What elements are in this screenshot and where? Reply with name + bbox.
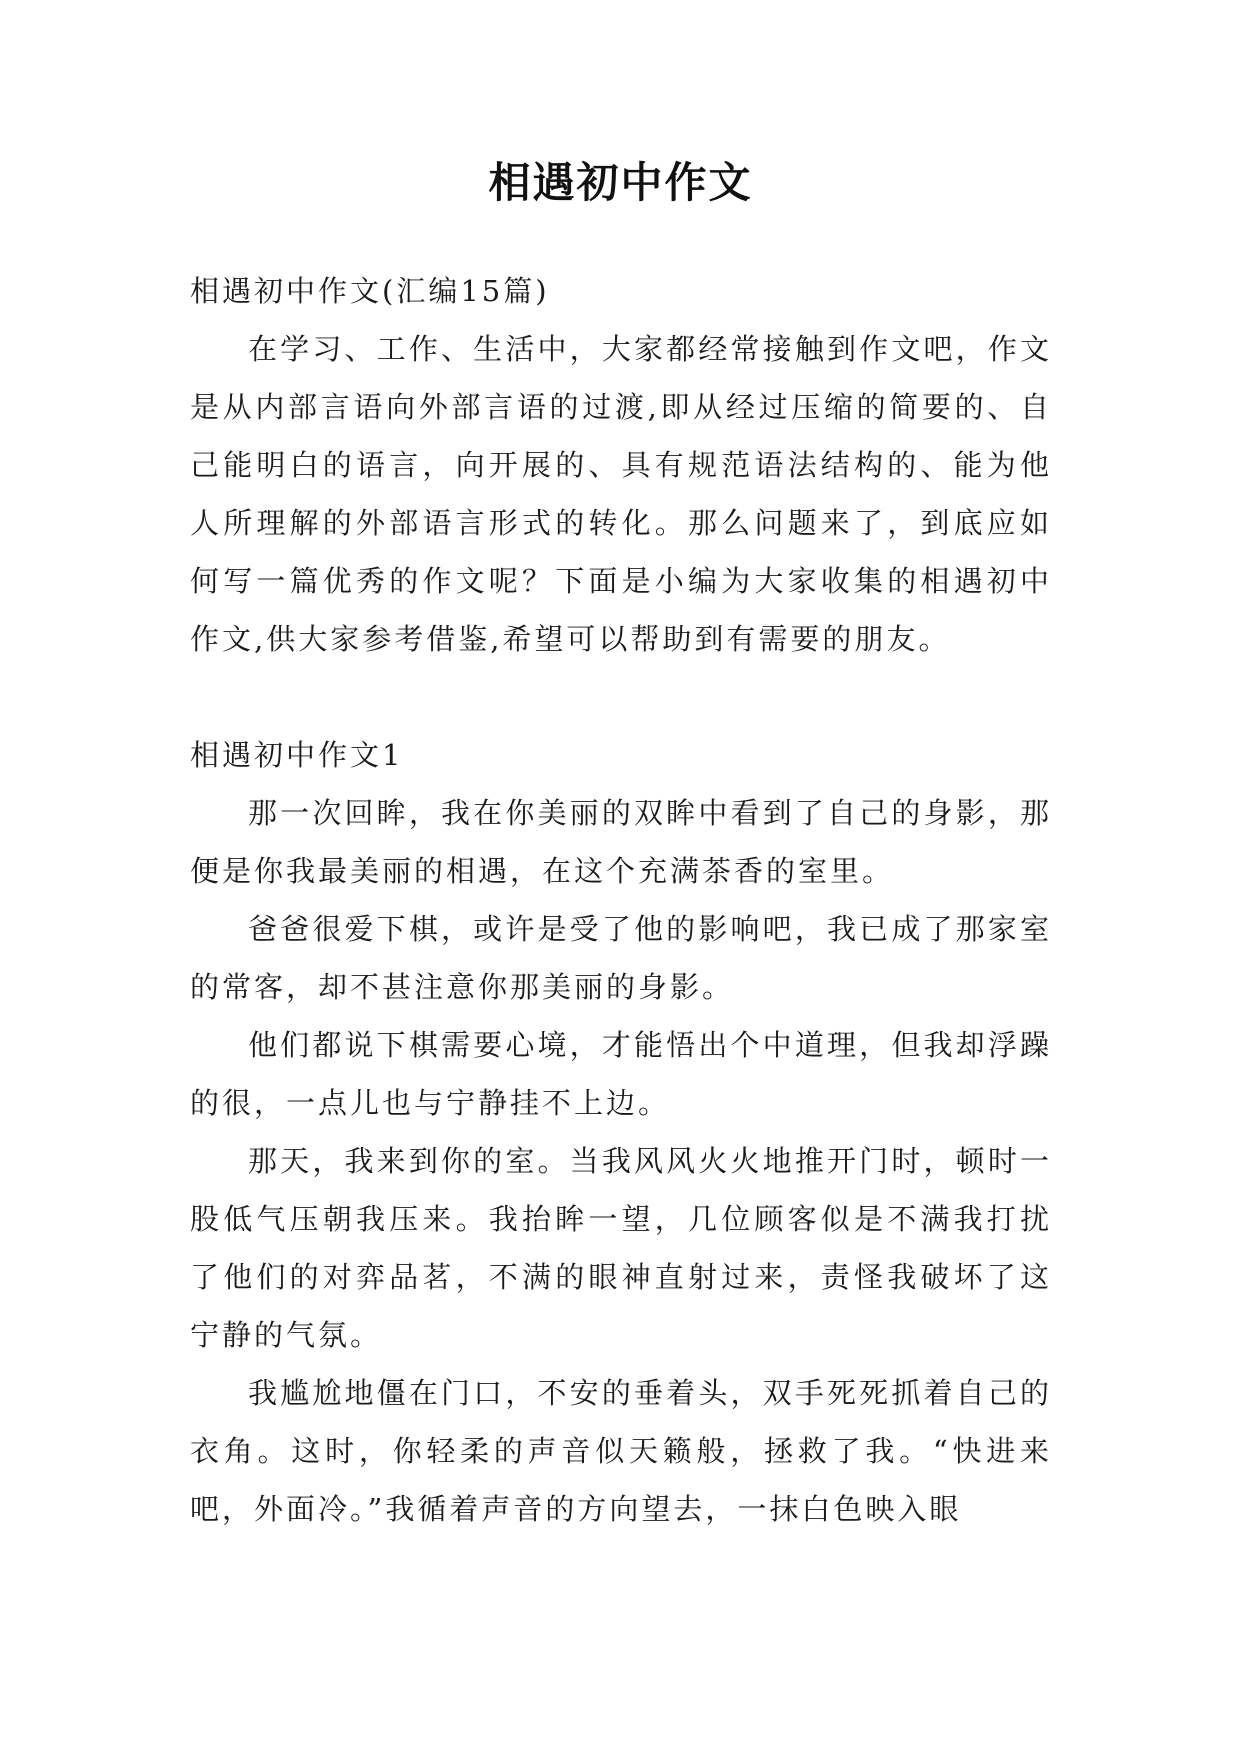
essay-paragraph: 那一次回眸，我在你美丽的双眸中看到了自己的身影，那便是你我最美丽的相遇，在这个充满茶香的室里。 <box>190 796 1052 888</box>
collection-subtitle: 相遇初中作文(汇编15篇) <box>190 274 550 308</box>
document-title: 相遇初中作文 <box>488 158 753 207</box>
essay-paragraph: 我尴尬地僵在门口，不安的垂着头，双手死死抓着自己的衣角。这时，你轻柔的声音似天籁般，拯救了我。“快进来吧，外面冷。”我循着声音的方向望去，一抹白色映入眼 <box>190 1376 1052 1526</box>
section-heading: 相遇初中作文1 <box>190 738 404 772</box>
essay-paragraph: 那天，我来到你的室。当我风风火火地推开门时，顿时一股低气压朝我压来。我抬眸一望，几位顾客似是不满我打扰了他们的对弈品茗，不满的眼神直射过来，责怪我破坏了这宁静的气氛。 <box>190 1144 1052 1352</box>
essay-paragraph: 他们都说下棋需要心境，才能悟出个中道理，但我却浮躁的很，一点儿也与宁静挂不上边。 <box>190 1028 1052 1120</box>
intro-paragraph: 在学习、工作、生活中，大家都经常接触到作文吧，作文是从内部言语向外部言语的过渡,即从经过压缩的简要的、自己能明白的语言，向开展的、具有规范语法结构的、能为他人所理解的外部语言形式的转化。那么问题来了，到底应如何写一篇优秀的作文呢？下面是小编为大家收集的相遇初中作文,供大家参考借鉴,希望可以帮助到有需要的朋友。 <box>190 332 1052 656</box>
document-body <box>190 262 1052 1538</box>
essay-paragraph: 爸爸很爱下棋，或许是受了他的影响吧，我已成了那家室的常客，却不甚注意你那美丽的身影。 <box>190 912 1052 1004</box>
section-gap <box>190 668 1052 726</box>
